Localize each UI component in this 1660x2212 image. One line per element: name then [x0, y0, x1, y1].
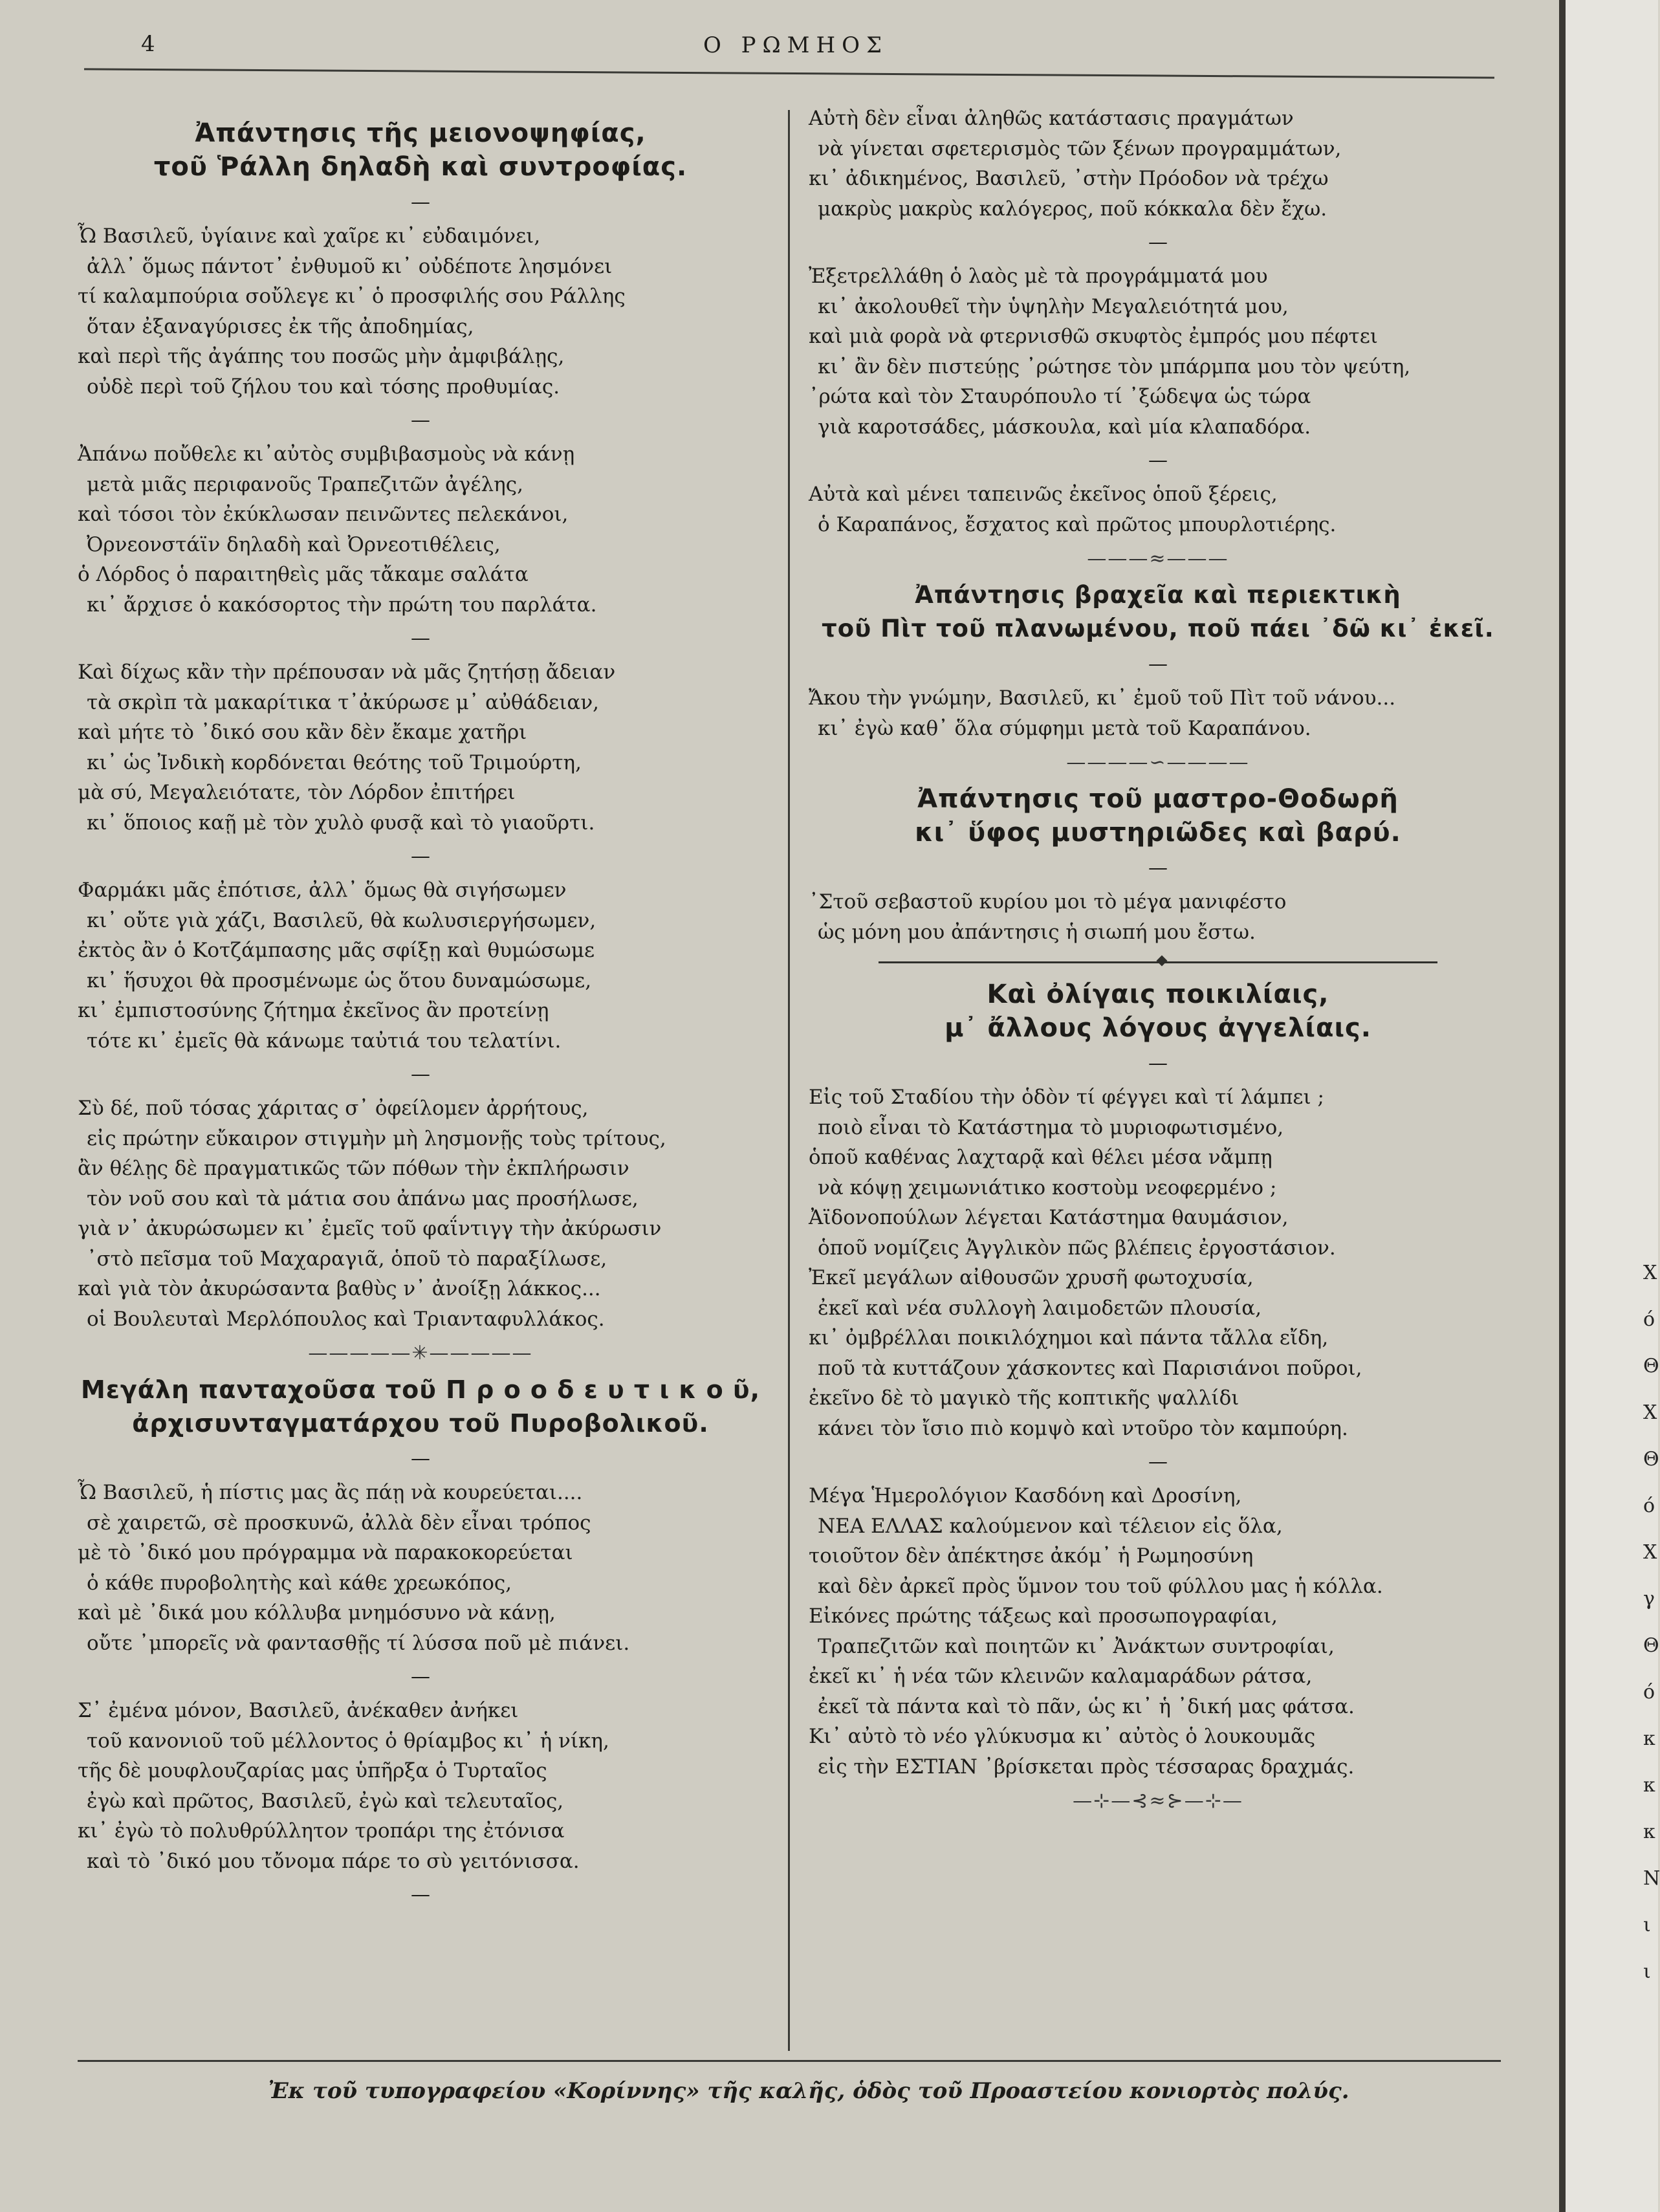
section-title [78, 1373, 763, 1440]
dash-separator: — [411, 1883, 430, 1906]
verse-line: οὔτε ᾽μπορεῖς νὰ φαντασθῇς τί λύσσα ποῦ μὲ πιάνει. [87, 1631, 630, 1655]
verse-line: τῆς δὲ μουφλουζαρίας μας ὑπῆρξα ὁ Τυρταῖος [78, 1759, 547, 1782]
stanza [809, 261, 1507, 442]
verse-line: Αὐτὰ καὶ μένει ταπεινῶς ἐκεῖνος ὁποῦ ξέρεις, [809, 483, 1278, 506]
verse-line: ἐκεῖ καὶ νέα συλλογὴ λαιμοδετῶν πλουσία, [818, 1296, 1262, 1320]
margin-glyph: Χ [1643, 1401, 1657, 1424]
verse-line: οὐδὲ περὶ τοῦ ζήλου του καὶ τόσης προθυμίας. [87, 375, 560, 399]
verse-line: κι᾽ ὅποιος καῇ μὲ τὸν χυλὸ φυσᾷ καὶ τὸ γιαοῦρτι. [87, 811, 595, 835]
rule-dot [1157, 956, 1168, 967]
stanza [809, 1481, 1507, 1782]
horizontal-rule [879, 961, 1437, 963]
verse-line: καὶ μήτε τὸ ᾽δικό σου κἂν δὲν ἔκαμε χατῆρι [78, 721, 527, 744]
verse-line: Ἐξετρελλάθη ὁ λαὸς μὲ τὰ προγράμματά μου [809, 265, 1268, 288]
verse-line: ὁ Καραπάνος, ἔσχατος καὶ πρῶτος μπουρλοτιέρης. [818, 512, 1337, 536]
verse-line: Εἰκόνες πρώτης τάξεως καὶ προσωπογραφίαι, [809, 1604, 1278, 1628]
stanza [78, 657, 763, 838]
dash-separator: — [1148, 1451, 1168, 1473]
ornament-divider: —⊹—⊰≈⊱—⊹— [1073, 1790, 1243, 1812]
verse-line: κι᾽ ἐγὼ καθ᾽ ὅλα σύμφημι μετὰ τοῦ Καραπάνου. [818, 716, 1311, 740]
verse-line: γιὰ καροτσάδες, μάσκουλα, καὶ μία κλαπαδόρα. [818, 415, 1311, 439]
verse-line: τί καλαμπούρια σοὔλεγε κι᾽ ὁ προσφιλής σου Ράλλης [78, 285, 626, 308]
verse-line: ᾽ρώτα καὶ τὸν Σταυρόπουλο τί ᾽ξώδεψα ὡς τώρα [809, 385, 1311, 408]
ornament-divider: —————✳————— [308, 1342, 533, 1364]
verse-line: μὰ σύ, Μεγαλειότατε, τὸν Λόρδον ἐπιτήρει [78, 781, 516, 804]
section-title [809, 782, 1507, 849]
verse-line: κι᾽ ἀκολουθεῖ τὴν ὑψηλὴν Μεγαλειότητά μου, [818, 294, 1289, 318]
margin-glyph: ι [1643, 1960, 1651, 1983]
margin-glyph: Θ [1643, 1355, 1659, 1377]
verse-line: Σὺ δέ, ποῦ τόσας χάριτας σ᾽ ὀφείλομεν ἀρρήτους, [78, 1097, 589, 1120]
margin-glyph: κ [1643, 1727, 1655, 1750]
verse-line: Καὶ δίχως κἂν τὴν πρέπουσαν νὰ μᾶς ζητήσῃ ἄδειαν [78, 661, 616, 684]
verse-line: νὰ γίνεται σφετερισμὸς τῶν ξένων προγραμμάτων, [818, 137, 1342, 160]
title-line: Ἀπάντησις βραχεῖα καὶ περιεκτικὴ [915, 581, 1401, 609]
verse-line: εἰς τὴν ΕΣΤΙΑΝ ᾽βρίσκεται πρὸς τέσσαρας δραχμάς. [818, 1755, 1355, 1779]
section-title [809, 978, 1507, 1045]
dash-separator: — [411, 845, 430, 868]
margin-glyph: κ [1643, 1821, 1655, 1843]
imprint-footer: Ἐκ τοῦ τυπογραφείου «Κορίννης» τῆς καλῆς, ὁδὸς τοῦ Προαστείου κονιορτὸς πολύς. [268, 2078, 1349, 2104]
stanza [78, 1093, 763, 1334]
dash-separator: — [411, 1447, 430, 1470]
margin-glyph: γ [1643, 1588, 1655, 1610]
verse-line: Ὦ Βασιλεῦ, ὑγίαινε καὶ χαῖρε κι᾽ εὐδαιμόνει, [78, 224, 541, 248]
verse-line: ὁποῦ καθένας λαχταρᾷ καὶ θέλει μέσα νἄμπῃ [809, 1146, 1272, 1169]
verse-line: Ὦ Βασιλεῦ, ἡ πίστις μας ἂς πάῃ νὰ κουρεύεται.... [78, 1481, 583, 1504]
title-line: Ἀπάντησις τῆς μειονοψηφίας, [195, 118, 646, 148]
stanza [809, 104, 1507, 224]
dash-separator: — [1148, 449, 1168, 472]
dash-separator: — [1148, 653, 1168, 675]
left-column [78, 116, 763, 1914]
verse-line: Εἰς τοῦ Σταδίου τὴν ὁδὸν τί φέγγει καὶ τί λάμπει ; [809, 1086, 1324, 1109]
verse-line: τότε κι᾽ ἐμεῖς θὰ κάνωμε ταὐτιά του τελατίνι. [87, 1029, 562, 1053]
verse-line: κι᾽ ἐγὼ τὸ πολυθρύλλητον τροπάρι της ἐτόνισα [78, 1819, 565, 1843]
title-line: Μεγάλη πανταχοῦσα τοῦ Π ρ ο ο δ ε υ τ ι κ ο ῦ, [80, 1375, 761, 1404]
verse-line: Τραπεζιτῶν καὶ ποιητῶν κι᾽ Ἀνάκτων συντροφίαι, [818, 1634, 1335, 1658]
verse-line: τοῦ κανονιοῦ τοῦ μέλλοντος ὁ θρίαμβος κι᾽ ἡ νίκη, [87, 1729, 609, 1753]
stanza [809, 479, 1507, 540]
column-divider [788, 110, 790, 2051]
dash-separator: — [411, 627, 430, 650]
title-line: ἀρχισυνταγματάρχου τοῦ Πυροβολικοῦ. [132, 1409, 709, 1438]
verse-line: Ἀπάνω ποὔθελε κι᾽αὐτὸς συμβιβασμοὺς νὰ κάνῃ [78, 443, 575, 466]
stanza [809, 683, 1507, 743]
verse-line: ἐκεῖ τὰ πάντα καὶ τὸ πᾶν, ὡς κι᾽ ἡ ᾽δική μας φάτσα. [818, 1694, 1355, 1718]
verse-line: μακρὺς μακρὺς καλόγερος, ποῦ κόκκαλα δὲν ἔχω. [818, 197, 1327, 221]
title-line: μ᾽ ἄλλους λόγους ἀγγελίαις. [945, 1013, 1371, 1043]
verse-line: ὡς μόνη μου ἀπάντησις ἡ σιωπή μου ἔστω. [818, 920, 1256, 944]
page-edge [1559, 0, 1566, 2212]
margin-glyph: Χ [1643, 1262, 1657, 1284]
verse-line: τὸν νοῦ σου καὶ τὰ μάτια σου ἀπάνω μας προσήλωσε, [87, 1187, 639, 1210]
verse-line: καὶ μιὰ φορὰ νὰ φτερνισθῶ σκυφτὸς ἐμπρός μου πέφτει [809, 325, 1378, 348]
verse-line: Ἄκου τὴν γνώμην, Βασιλεῦ, κι᾽ ἐμοῦ τοῦ Πὶτ τοῦ νάνου... [809, 686, 1396, 710]
verse-line: καὶ περὶ τῆς ἀγάπης του ποσῶς μὴν ἀμφιβάλῃς, [78, 345, 565, 368]
section-title [78, 116, 763, 184]
dash-separator: — [411, 409, 430, 432]
stanza [78, 1478, 763, 1658]
dash-separator: — [1148, 1052, 1168, 1075]
margin-glyph: κ [1643, 1774, 1655, 1797]
margin-glyph: ό [1643, 1495, 1655, 1517]
verse-line: εἰς πρώτην εὔκαιρον στιγμὴν μὴ λησμονῇς τοὺς τρίτους, [87, 1126, 666, 1150]
verse-line: οἱ Βουλευταὶ Μερλόπουλος καὶ Τριανταφυλλάκος. [87, 1307, 605, 1331]
stanza [78, 221, 763, 402]
verse-line: Κι᾽ αὐτὸ τὸ νέο γλύκυσμα κι᾽ αὐτὸς ὁ λουκουμᾶς [809, 1725, 1316, 1748]
dash-separator: — [411, 1665, 430, 1688]
right-column [809, 104, 1507, 1821]
dash-separator: — [1148, 231, 1168, 254]
verse-line: μετὰ μιᾶς περιφανοῦς Τραπεζιτῶν ἀγέλης, [87, 472, 523, 496]
verse-line: ποιὸ εἶναι τὸ Κατάστημα τὸ μυριοφωτισμένο, [818, 1115, 1284, 1139]
verse-line: τοιοῦτον δὲν ἀπέκτησε ἀκόμ᾽ ἡ Ρωμηοσύνη [809, 1544, 1254, 1568]
verse-line: ἐκεῖ κι᾽ ἡ νέα τῶν κλεινῶν καλαμαράδων ράτσα, [809, 1665, 1313, 1688]
verse-line: ἐγὼ καὶ πρῶτος, Βασιλεῦ, ἐγὼ καὶ τελευταῖος, [87, 1789, 564, 1813]
verse-line: τὰ σκρὶπ τὰ μακαρίτικα τ᾽ἀκύρωσε μ᾽ αὐθάδειαν, [87, 690, 600, 714]
margin-glyph: Χ [1643, 1541, 1657, 1564]
page-number: 4 [141, 31, 155, 57]
stanza [809, 887, 1507, 947]
dash-separator: — [411, 1063, 430, 1086]
verse-line: κι᾽ ὡς Ἰνδικὴ κορδόνεται θεότης τοῦ Τριμούρτη, [87, 750, 582, 774]
verse-line: καὶ τὸ ᾽δικό μου τὄνομα πάρε το σὺ γειτόνισσα. [87, 1849, 580, 1873]
stanza [78, 1696, 763, 1876]
bottom-rule [78, 2060, 1501, 2062]
stanza [78, 439, 763, 620]
verse-line: σὲ χαιρετῶ, σὲ προσκυνῶ, ἀλλὰ δὲν εἶναι τρόπος [87, 1511, 591, 1535]
stanza [809, 1082, 1507, 1443]
verse-line: Φαρμάκι μᾶς ἐπότισε, ἀλλ᾽ ὅμως θὰ σιγήσωμεν [78, 879, 567, 902]
verse-line: καὶ μὲ ᾽δικά μου κόλλυβα μνημόσυνο νὰ κάνῃ, [78, 1601, 556, 1625]
margin-glyph: ό [1643, 1681, 1655, 1703]
verse-line: γιὰ ν᾽ ἀκυρώσωμεν κι᾽ ἐμεῖς τοῦ φαΐντιγγ τὴν ἀκύρωσιν [78, 1217, 662, 1240]
verse-line: καὶ δὲν ἀρκεῖ πρὸς ὕμνον του τοῦ φύλλου μας ἡ κόλλα. [818, 1574, 1383, 1598]
verse-line: ᾽στὸ πεῖσμα τοῦ Μαχαραγιᾶ, ὁποῦ τὸ παραξίλωσε, [87, 1247, 607, 1271]
verse-line: ἀλλ᾽ ὅμως πάντοτ᾽ ἐνθυμοῦ κι᾽ οὐδέποτε λησμόνει [87, 254, 613, 278]
ornament-divider: ————∽———— [1066, 751, 1250, 774]
section-title [809, 578, 1507, 646]
verse-line: ΝΕΑ ΕΛΛΑΣ καλούμενον καὶ τέλειον εἰς ὅλα, [818, 1514, 1283, 1538]
verse-line: καὶ τόσοι τὸν ἐκύκλωσαν πεινῶντες πελεκάνοι, [78, 503, 569, 526]
verse-line: κι᾽ ἥσυχοι θὰ προσμένωμε ὡς ὅτου δυναμώσωμε, [87, 969, 592, 992]
title-line: Ἀπάντησις τοῦ μαστρο-Θοδωρῆ [917, 784, 1399, 814]
verse-line: νὰ κόψῃ χειμωνιάτικο κοστοὺμ νεοφερμένο ; [818, 1176, 1277, 1199]
verse-line: κι᾽ ἐμπιστοσύνης ζήτημα ἐκεῖνος ἂν προτείνῃ [78, 999, 549, 1022]
verse-line: κι᾽ οὔτε γιὰ χάζι, Βασιλεῦ, θὰ κωλυσιεργήσωμεν, [87, 908, 596, 932]
title-line: Καὶ ὀλίγαις ποικιλίαις, [987, 980, 1329, 1009]
margin-glyph: Θ [1643, 1634, 1659, 1657]
masthead: Ο ΡΩΜΗΟΣ [703, 32, 889, 58]
title-line: τοῦ Πὶτ τοῦ πλανωμένου, ποῦ πάει ᾽δῶ κι᾽ ἐκεῖ. [822, 615, 1494, 642]
verse-line: Ἀϊδονοπούλων λέγεται Κατάστημα θαυμάσιον, [809, 1206, 1289, 1229]
verse-line: Αὐτὴ δὲν εἶναι ἀληθῶς κατάστασις πραγμάτων [809, 107, 1294, 130]
margin-glyph: ι [1643, 1914, 1651, 1936]
verse-line: ἐκτὸς ἂν ὁ Κοτζάμπασης μᾶς σφίξῃ καὶ θυμώσωμε [78, 939, 595, 962]
verse-line: μὲ τὸ ᾽δικό μου πρόγραμμα νὰ παρακοκορεύεται [78, 1541, 573, 1564]
verse-line: κι᾽ ἀδικημένος, Βασιλεῦ, ᾽στὴν Πρόοδον νὰ τρέχω [809, 167, 1329, 190]
verse-line: ἐκεῖνο δὲ τὸ μαγικὸ τῆς κοπτικῆς ψαλλίδι [809, 1386, 1240, 1410]
margin-glyph: ό [1643, 1308, 1655, 1331]
verse-line: ὁ Λόρδος ὁ παραιτηθεὶς μᾶς τἄκαμε σαλάτα [78, 563, 529, 586]
ornament-divider: ———≈——— [1087, 547, 1229, 570]
verse-line: Ἐκεῖ μεγάλων αἰθουσῶν χρυσῆ φωτοχυσία, [809, 1266, 1254, 1289]
verse-line: ποῦ τὰ κυττάζουν χάσκοντες καὶ Παρισιάνοι ποῦροι, [818, 1356, 1362, 1380]
verse-line: ὁ κάθε πυροβολητὴς καὶ κάθε χρεωκόπος, [87, 1571, 512, 1595]
stanza [78, 875, 763, 1056]
verse-line: ἂν θέλῃς δὲ πραγματικῶς τῶν πόθων τὴν ἐκπλήρωσιν [78, 1157, 629, 1180]
verse-line: Μέγα Ἡμερολόγιον Κασδόνη καὶ Δροσίνη, [809, 1484, 1242, 1507]
title-line: κι᾽ ὕφος μυστηριῶδες καὶ βαρύ. [915, 818, 1401, 848]
top-rule [84, 68, 1494, 78]
verse-line: Ὀρνεονστάϊν δηλαδὴ καὶ Ὀρνεοτιθέλεις, [87, 532, 501, 556]
verse-line: ὁποῦ νομίζεις Ἀγγλικὸν πῶς βλέπεις ἐργοστάσιον. [818, 1236, 1336, 1260]
dash-separator: — [1148, 857, 1168, 879]
margin-glyph: Θ [1643, 1448, 1659, 1471]
verse-line: ᾽Στοῦ σεβαστοῦ κυρίου μοι τὸ μέγα μανιφέστο [809, 890, 1287, 914]
verse-line: κι᾽ ὀμβρέλλαι ποικιλόχημοι καὶ πάντα τἄλλα εἴδη, [809, 1326, 1329, 1350]
verse-line: κάνει τὸν ἴσιο πιὸ κομψὸ καὶ ντοῦρο τὸν καμπούρη. [818, 1416, 1348, 1440]
verse-line: καὶ γιὰ τὸν ἀκυρώσαντα βαθὺς ν᾽ ἀνοίξῃ λάκκος... [78, 1277, 601, 1300]
verse-line: Σ᾽ ἐμένα μόνον, Βασιλεῦ, ἀνέκαθεν ἀνήκει [78, 1699, 519, 1722]
verse-line: κι᾽ ἂν δὲν πιστεύῃς ᾽ρώτησε τὸν μπάρμπα μου τὸν ψεύτη, [818, 355, 1411, 378]
dash-separator: — [411, 191, 430, 214]
title-line: τοῦ Ῥάλλη δηλαδὴ καὶ συντροφίας. [153, 152, 688, 182]
verse-line: ὅταν ἐξαναγύρισες ἐκ τῆς ἀποδημίας, [87, 314, 474, 338]
verse-line: κι᾽ ἄρχισε ὁ κακόσορτος τὴν πρώτη του παρλάτα. [87, 593, 597, 617]
margin-glyph: Ν [1643, 1867, 1660, 1890]
